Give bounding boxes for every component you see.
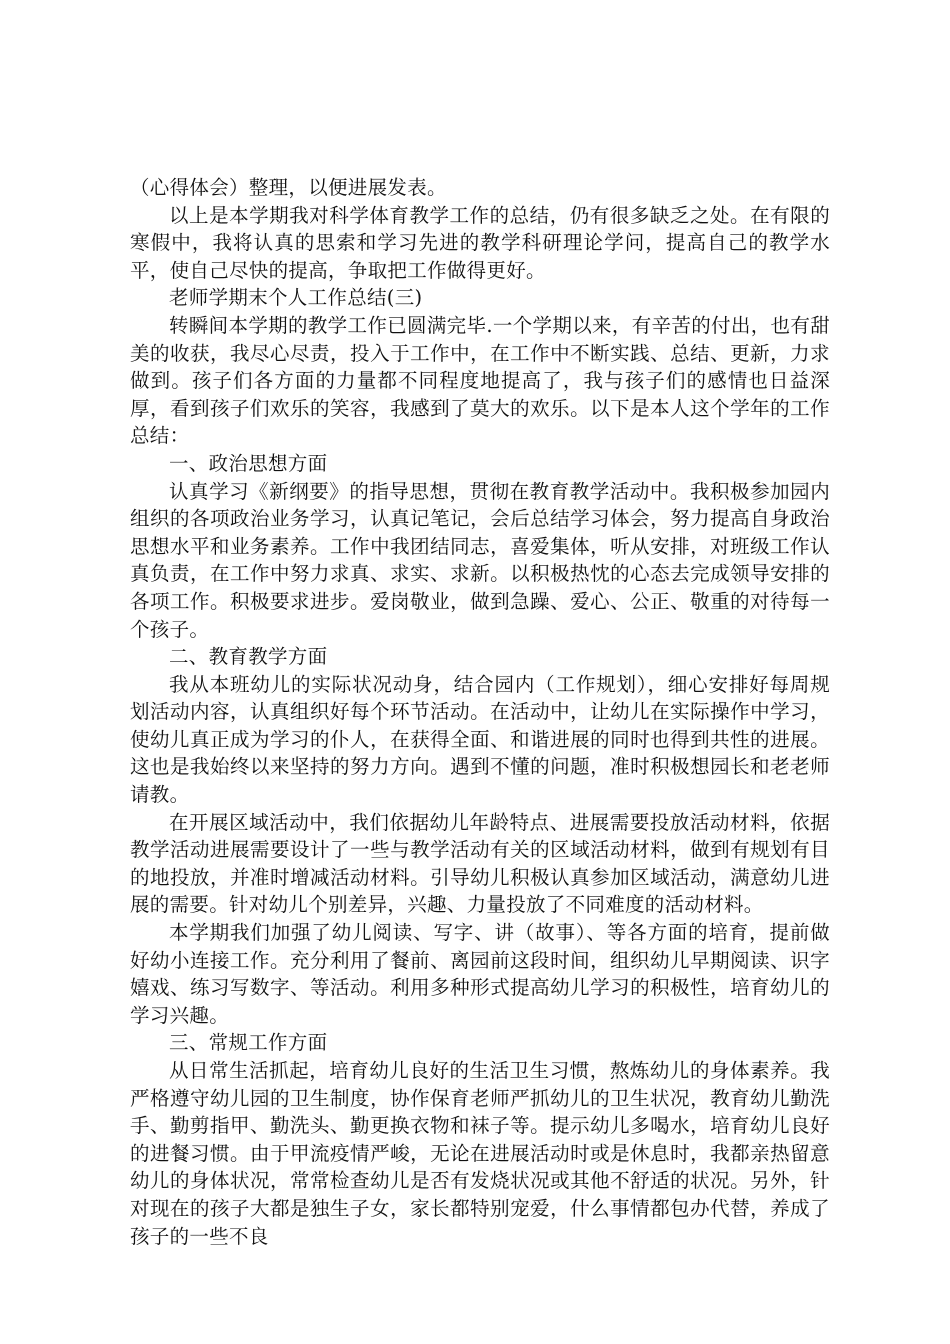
- document-body: [130, 174, 830, 1250]
- section-title: 老师学期末个人工作总结(三): [169, 286, 423, 310]
- paragraph: 从日常生活抓起，培育幼儿良好的生活卫生习惯，熬炼幼儿的身体素养。我严格遵守幼儿园的卫生制度，协作保育老师严抓幼儿的卫生状况，教育幼儿勤洗手、勤剪指甲、勤洗头、勤更换衣物和袜子等。提示幼儿多喝水，培育幼儿良好的进餐习惯。由于甲流疫情严峻，无论在进展活动时或是休息时，我都亲热留意幼儿的身体状况，常常检查幼儿是否有发烧状况或其他不舒适的状况。另外，针对现在的孩子大都是独生子女，家长都特别宠爱，什么事情都包办代替，养成了孩子的一些不良: [130, 1059, 830, 1248]
- paragraph: 本学期我们加强了幼儿阅读、写字、讲（故事）、等各方面的培育，提前做好幼小连接工作。充分利用了餐前、离园前这段时间，组织幼儿早期阅读、识字嬉戏、练习写数字、等活动。利用多种形式提高幼儿学习的积极性，培育幼儿的学习兴趣。: [130, 921, 830, 1027]
- paragraph: （心得体会）整理，以便进展发表。: [130, 176, 447, 199]
- paragraph: 转瞬间本学期的教学工作已圆满完毕.一个学期以来，有辛苦的付出，也有甜美的收获，我尽心尽责，投入于工作中，在工作中不断实践、总结、更新，力求做到。孩子们各方面的力量都不同程度地提高了，我与孩子们的感情也日益深厚，看到孩子们欢乐的笑容，我感到了莫大的欢乐。以下是本人这个学年的工作总结：: [130, 313, 830, 448]
- paragraph: 我从本班幼儿的实际状况动身，结合园内（工作规划），细心安排好每周规划活动内容，认真组织好每个环节活动。在活动中，让幼儿在实际操作中学习，使幼儿真正成为学习的仆人，在获得全面、和谐进展的同时也得到共性的进展。这也是我始终以来坚持的努力方向。遇到不懂的问题，准时积极想园长和老老师请教。: [130, 672, 830, 807]
- paragraph: 以上是本学期我对科学体育教学工作的总结，仍有很多缺乏之处。在有限的寒假中，我将认真的思索和学习先进的教学科研理论学问，提高自己的教学水平，使自己尽快的提高，争取把工作做得更好。: [130, 203, 830, 282]
- section-heading: 一、政治思想方面: [169, 451, 328, 475]
- paragraph: 认真学习《新纲要》的指导思想，贯彻在教育教学活动中。我积极参加园内组织的各项政治业务学习，认真记笔记，会后总结学习体会，努力提高自身政治思想水平和业务素养。工作中我团结同志，喜爱集体，听从安排，对班级工作认真负责，在工作中努力求真、求实、求新。以积极热忱的心态去完成领导安排的各项工作。积极要求进步。爱岗敬业，做到急躁、爱心、公正、敬重的对待每一个孩子。: [130, 479, 830, 641]
- paragraph: 在开展区域活动中，我们依据幼儿年龄特点、进展需要投放活动材料，依据教学活动进展需要设计了一些与教学活动有关的区域活动材料，做到有规划有目的地投放，并准时增减活动材料。引导幼儿积极认真参加区域活动，满意幼儿进展的需要。针对幼儿个别差异，兴趣、力量投放了不同难度的活动材料。: [130, 810, 830, 917]
- section-heading: 二、教育教学方面: [169, 645, 328, 669]
- section-heading: 三、常规工作方面: [169, 1031, 328, 1055]
